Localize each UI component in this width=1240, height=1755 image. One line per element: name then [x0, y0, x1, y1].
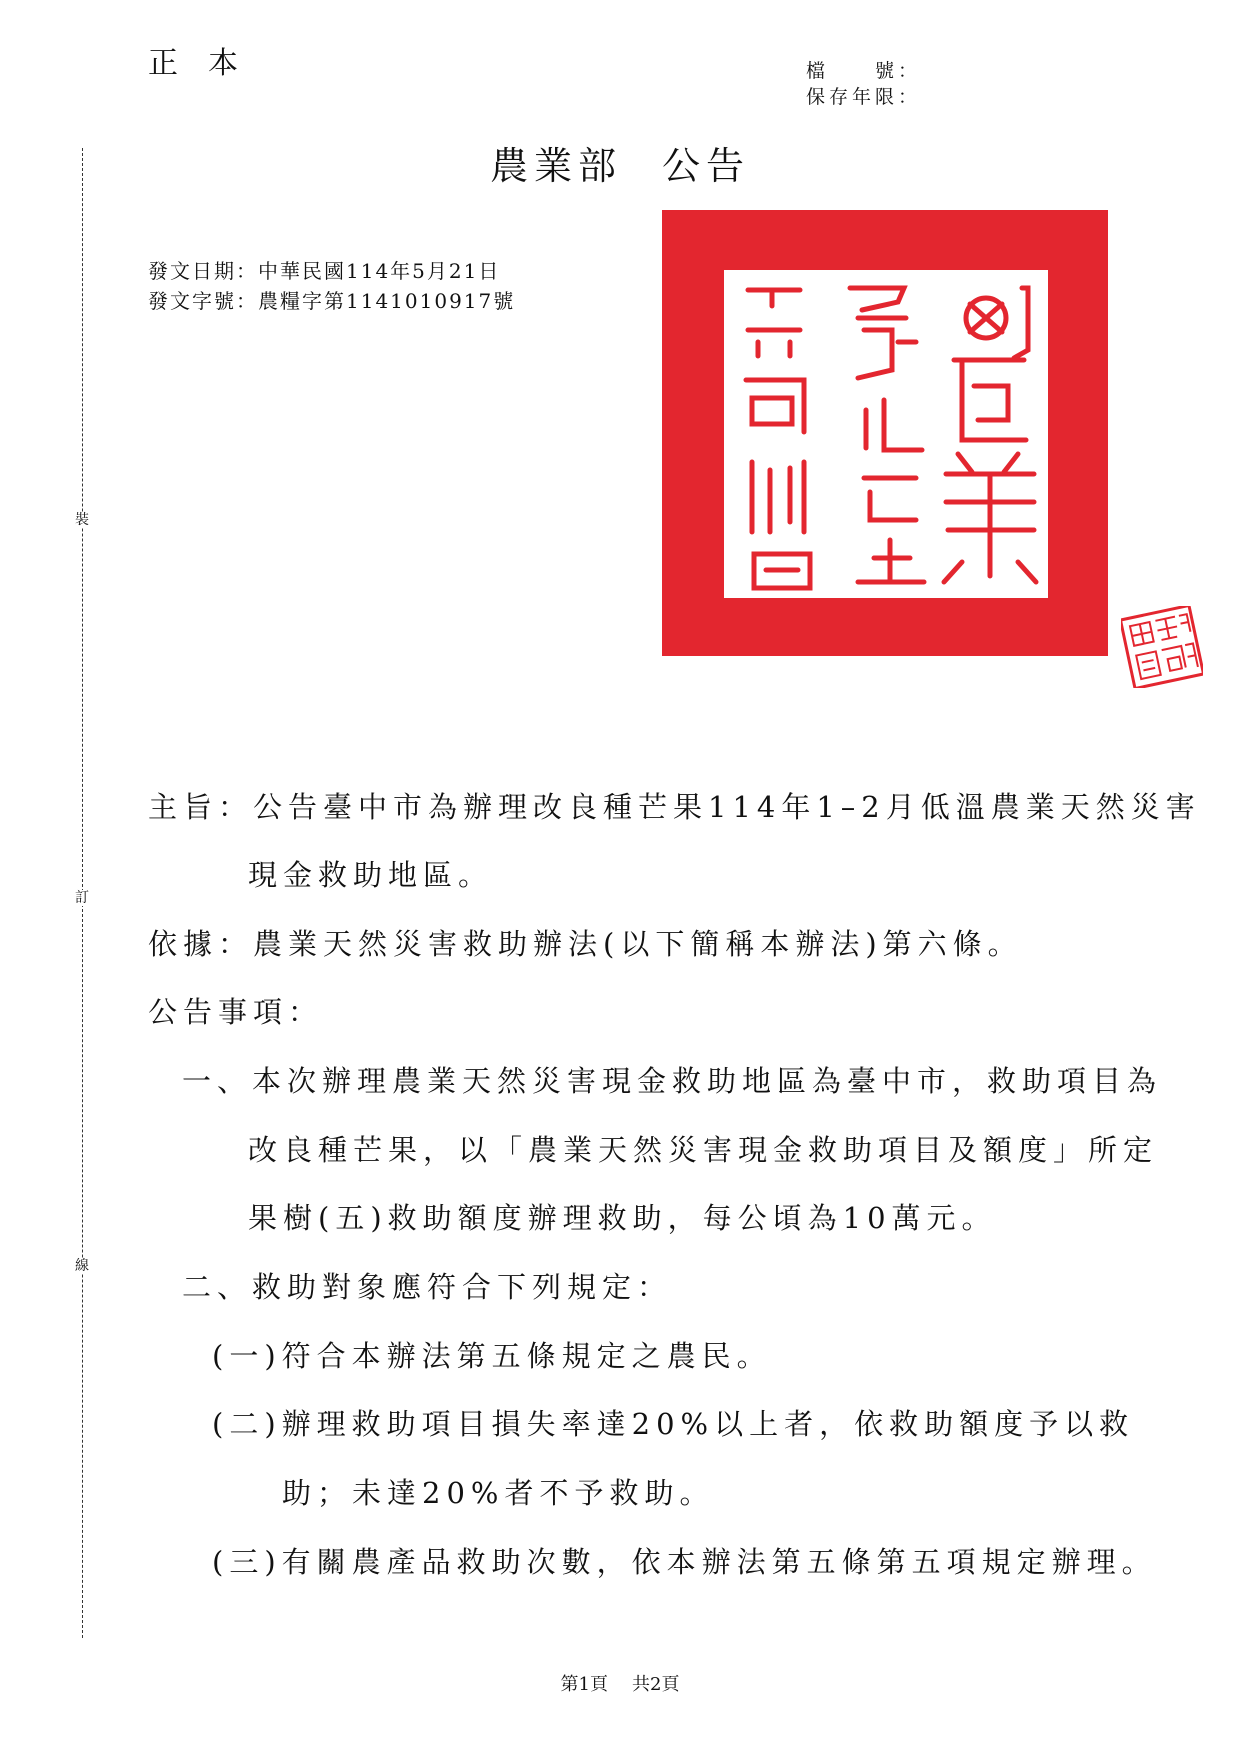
item-1-line-2: 改良種芒果，以「農業天然災害現金救助項目及額度」所定: [248, 1133, 1159, 1167]
agency-name: 農業部: [489, 144, 622, 188]
retention-period-label: 保存年限：: [806, 86, 922, 108]
item-2-sub-2-line-1: (二)辦理救助項目損失率達20%以上者，依救助額度予以救: [212, 1407, 1135, 1441]
issue-date: 發文日期：中華民國114年5月21日: [148, 259, 501, 283]
basis-line: 依據：農業天然災害救助辦法(以下簡稱本辦法)第六條。: [148, 927, 1023, 961]
page-number: 第1頁: [560, 1674, 608, 1695]
item-2-sub-2-line-2: 助；未達20%者不予救助。: [282, 1476, 715, 1510]
item-2-sub-3: (三)有關農產品救助次數，依本辦法第五條第五項規定辦理。: [212, 1545, 1157, 1579]
binding-mark-xian: 線: [75, 1258, 89, 1274]
document-type: 公告: [662, 144, 751, 188]
subject-line-1: 主旨：公告臺中市為辦理改良種芒果114年1–2月低溫農業天然災害: [148, 790, 1201, 824]
item-2-sub-1: (一)符合本辦法第五條規定之農民。: [212, 1339, 772, 1373]
binding-mark-zhuang: 裝: [75, 512, 89, 528]
document-title: [0, 135, 1240, 190]
item-2-line: 二、救助對象應符合下列規定：: [182, 1270, 673, 1304]
official-seal: [662, 210, 1108, 656]
agency-stamp: [1121, 606, 1203, 688]
subject-line-2: 現金救助地區。: [248, 858, 494, 892]
page-footer: [0, 1670, 1240, 1696]
copy-label: 正本: [148, 46, 268, 81]
item-1-line-3: 果樹(五)救助額度辦理救助，每公頃為10萬元。: [248, 1201, 997, 1235]
items-heading: 公告事項：: [148, 995, 324, 1029]
total-pages: 共2頁: [632, 1674, 680, 1695]
file-number-label: 檔 號：: [806, 60, 922, 82]
issue-number: 發文字號：農糧字第1141010917號: [148, 289, 516, 313]
binding-mark-ding: 訂: [75, 890, 89, 906]
item-1-line-1: 一、本次辦理農業天然災害現金救助地區為臺中市，救助項目為: [182, 1064, 1163, 1098]
